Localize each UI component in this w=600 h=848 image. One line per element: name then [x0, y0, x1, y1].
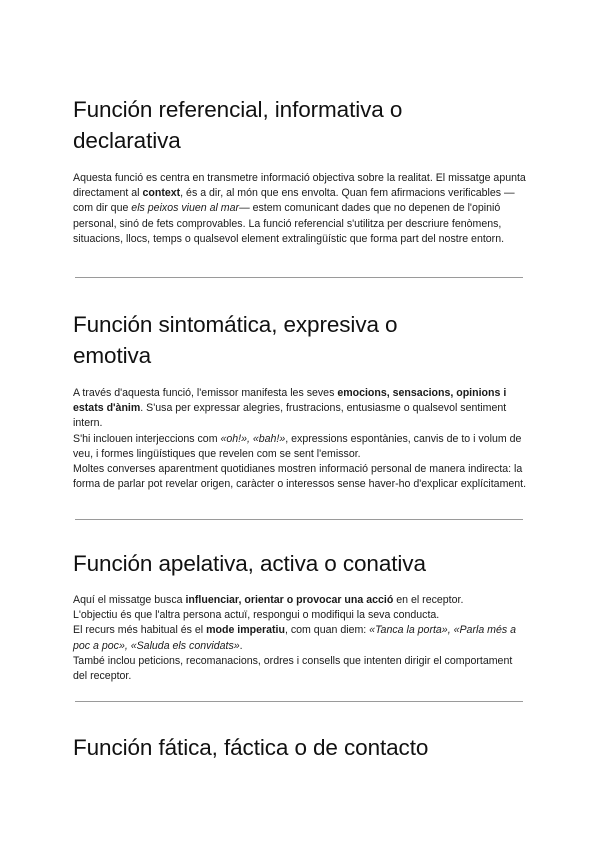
paragraph: Aquí el missatge busca influenciar, orientar o provocar una acció en el receptor.: [73, 594, 464, 606]
section-divider: [75, 519, 523, 520]
paragraph: Moltes converses aparentment quotidianes mostren informació personal de manera indirecta: la forma de parlar pot revelar origen, caràcter o interessos sense haver-ho d'explicar explícitament.: [73, 463, 527, 491]
section-title: Función referencial, informativa o declarativa: [73, 97, 403, 153]
section-body: [73, 171, 528, 247]
paragraph: Aquesta funció es centra en transmetre informació objectiva sobre la realitat. El missatge apunta directament al context, és a dir, al món que ens envolta. Quan fem afirmacions verificables —com dir que els peixos viuen al mar— estem comunicant dades que no depenen de l'opinió personal, sinó de fets comprovables. La funció referencial s'utilitza per descriure fenòmens, situacions, llocs, temps o qualsevol element extralingüístic que forma part del nostre entorn.: [73, 172, 526, 245]
section-divider: [75, 701, 523, 702]
section-body: [73, 386, 528, 492]
section-apelativa: [73, 548, 528, 684]
section-fatica: [73, 732, 528, 763]
paragraph: S'hi inclouen interjeccions com «oh!», «bah!», expressions espontànies, canvis de to i volum de veu, i formes lingüístiques que revelen com se sent l'emissor.: [73, 432, 522, 460]
section-divider: [75, 277, 523, 278]
paragraph: L'objectiu és que l'altra persona actuï, respongui o modifiqui la seva conducta.: [73, 609, 440, 622]
section-title: Función fática, fáctica o de contacto: [73, 735, 429, 760]
section-title: Función apelativa, activa o conativa: [73, 551, 426, 576]
section-referencial: [73, 94, 528, 247]
section-sintomatica: [73, 309, 528, 492]
paragraph: A través d'aquesta funció, l'emissor manifesta les seves emocions, sensacions, opinions i estats d'ànim. S'usa per expressar alegries, frustracions, entusiasme o qualsevol sentiment intern.: [73, 387, 507, 430]
paragraph: També inclou peticions, recomanacions, ordres i consells que intenten dirigir el comportament del receptor.: [73, 654, 513, 683]
section-body: [73, 593, 528, 684]
paragraph: El recurs més habitual és el mode imperatiu, com quan diem: «Tanca la porta», «Parla més a poc a poc», «Saluda els convidats».: [73, 624, 517, 652]
section-title: Función sintomática, expresiva o emotiva: [73, 312, 398, 368]
